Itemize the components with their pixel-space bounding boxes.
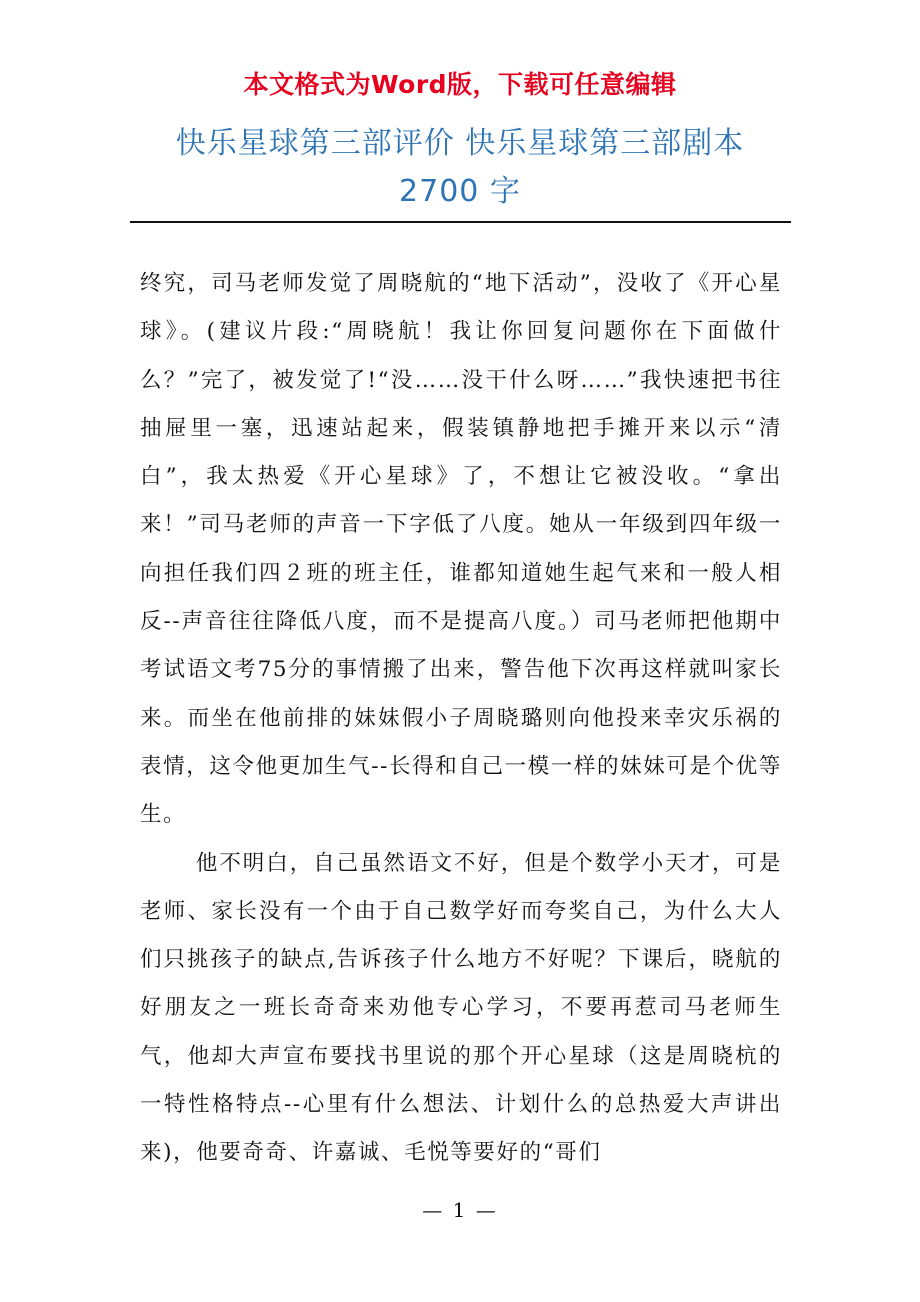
title-line-1: 快乐星球第三部评价 快乐星球第三部剧本 (175, 126, 745, 161)
document-title (100, 120, 820, 216)
title-line-2: 2700 字 (399, 174, 521, 209)
paragraph-2: 他不明白，自己虽然语文不好，但是个数学小天才，可是老师、家长没有一个由于自己数学好而夸奖自己，为什么大人们只挑孩子的缺点,告诉孩子什么地方不好呢？下课后，晓航的好朋友之一班长奇奇来劝他专心学习，不要再惹司马老师生气，他却大声宣布要找书里说的那个开心星球（这是周晓杭的一特性格特点--心里有什么想法、计划什么的总热爱大声讲出来)，他要奇奇、许嘉诚、毛悦等要好的“哥们 (140, 850, 782, 1166)
title-divider (130, 221, 791, 223)
body-text (140, 260, 782, 1178)
format-notice: 本文格式为Word版，下载可任意编辑 (243, 70, 677, 99)
page-number: — 1 — (422, 1198, 498, 1222)
paragraph-1: 终究，司马老师发觉了周晓航的“地下活动”，没收了《开心星球》。(建议片段:“周晓航！我让你回复问题你在下面做什么？”完了，被发觉了!“没……没干什么呀……”我快速把书往抽屉里一塞，迅速站起来，假装镇静地把手摊开来以示“清白”，我太热爱《开心星球》了，不想让它被没收。“拿出来！”司马老师的声音一下字低了八度。她从一年级到四年级一向担任我们四２班的班主任，谁都知道她生起气来和一般人相反--声音往往降低八度，而不是提高八度。）司马老师把他期中考试语文考75分的事情搬了出来，警告他下次再这样就叫家长来。而坐在他前排的妹妹假小子周晓璐则向他投来幸灾乐祸的表情，这令他更加生气--长得和自己一模一样的妹妹可是个优等生。 (140, 271, 782, 828)
